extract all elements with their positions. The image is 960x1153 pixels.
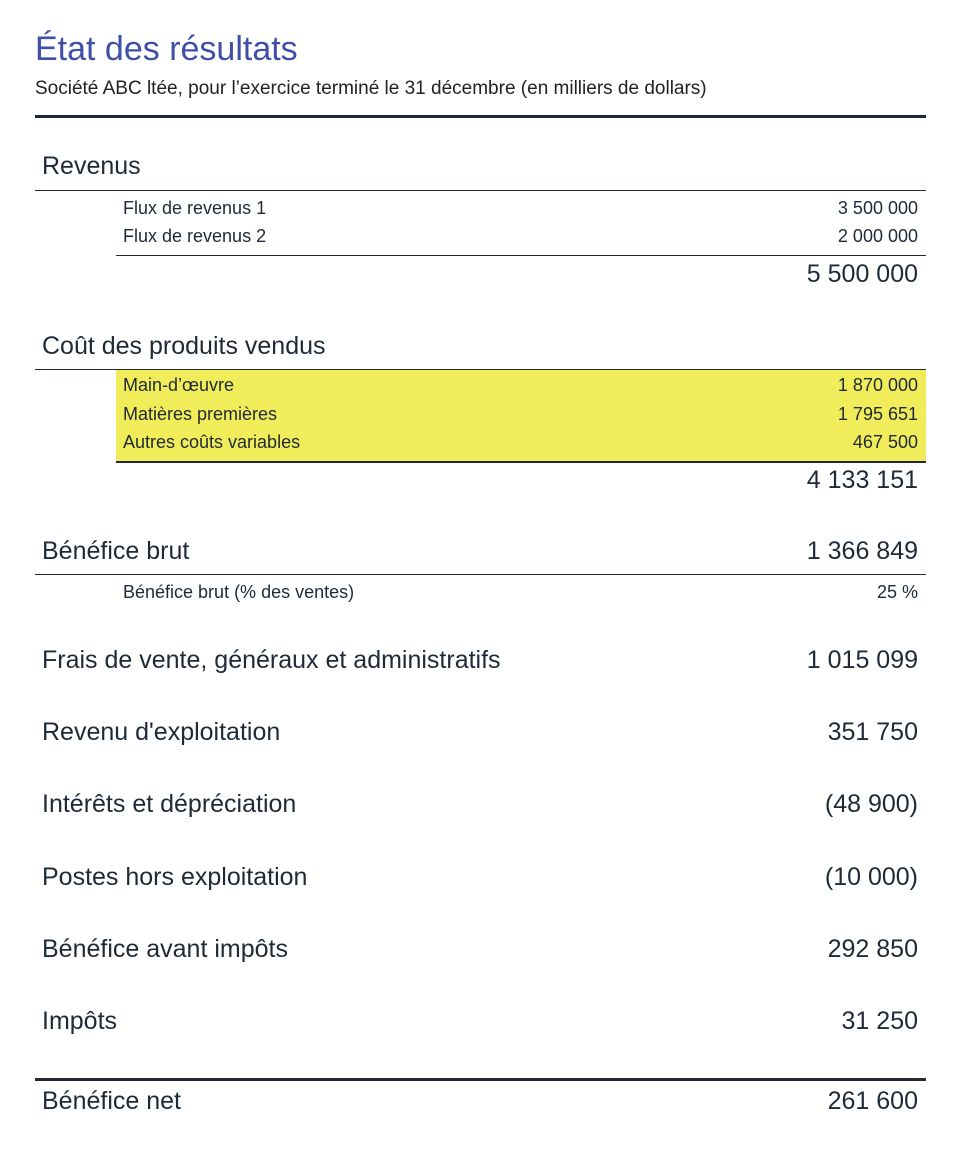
gross-profit-divider bbox=[35, 574, 926, 575]
section-cogs-label: Coût des produits vendus bbox=[42, 332, 326, 360]
cogs-item-value: 1 795 651 bbox=[837, 404, 918, 424]
cogs-total-value: 4 133 151 bbox=[806, 466, 918, 494]
revenue-item-value: 3 500 000 bbox=[837, 198, 918, 218]
gross-profit-pct-label: Bénéfice brut (% des ventes) bbox=[123, 582, 355, 602]
cogs-item-label: Autres coûts variables bbox=[123, 432, 301, 452]
page-subtitle: Société ABC ltée, pour l’exercice terminé le 31 décembre (en milliers de dollars) bbox=[35, 78, 707, 99]
statement-line-value: 31 250 bbox=[841, 1007, 918, 1035]
net-income-label: Bénéfice net bbox=[42, 1087, 181, 1115]
revenues-total bbox=[116, 260, 918, 289]
statement-line-value: (48 900) bbox=[824, 790, 918, 818]
statement-line bbox=[42, 646, 918, 675]
statement-line-label: Impôts bbox=[42, 1007, 118, 1035]
statement-line bbox=[42, 935, 918, 964]
statement-line bbox=[42, 1007, 918, 1036]
cogs-subtotal-rule bbox=[116, 461, 926, 463]
statement-line-value: 292 850 bbox=[827, 935, 918, 963]
page-title: État des résultats bbox=[35, 30, 298, 68]
statement-line-label: Frais de vente, généraux et administratifs bbox=[42, 646, 501, 674]
section-revenues-heading bbox=[42, 152, 918, 181]
net-income-value: 261 600 bbox=[827, 1087, 918, 1115]
gross-profit-row bbox=[42, 537, 918, 566]
revenues-subtotal-rule bbox=[116, 255, 926, 256]
cogs-item-value: 1 870 000 bbox=[837, 375, 918, 395]
cogs-item-label: Matières premières bbox=[123, 404, 278, 424]
gross-profit-pct-value: 25 % bbox=[876, 582, 918, 602]
revenue-item-label: Flux de revenus 2 bbox=[123, 226, 267, 246]
section-cogs-heading bbox=[42, 332, 918, 361]
statement-line-value: 351 750 bbox=[827, 718, 918, 746]
revenue-item-value: 2 000 000 bbox=[837, 226, 918, 246]
header-divider bbox=[35, 115, 926, 118]
statement-line bbox=[42, 863, 918, 892]
statement-line-value: 1 015 099 bbox=[806, 646, 918, 674]
statement-line-label: Postes hors exploitation bbox=[42, 863, 308, 891]
cogs-item bbox=[123, 432, 918, 453]
net-income-row bbox=[42, 1087, 918, 1116]
revenues-total-value: 5 500 000 bbox=[806, 260, 918, 288]
cogs-item-label: Main-d’œuvre bbox=[123, 375, 235, 395]
revenues-divider bbox=[35, 190, 926, 191]
statement-line bbox=[42, 718, 918, 747]
statement-line-value: (10 000) bbox=[824, 863, 918, 891]
net-income-divider bbox=[35, 1078, 926, 1081]
cogs-item bbox=[123, 404, 918, 425]
statement-line-label: Bénéfice avant impôts bbox=[42, 935, 288, 963]
cogs-item bbox=[123, 375, 918, 396]
statement-line-label: Intérêts et dépréciation bbox=[42, 790, 297, 818]
cogs-total bbox=[116, 466, 918, 495]
gross-profit-pct-row bbox=[123, 582, 918, 603]
gross-profit-value: 1 366 849 bbox=[806, 537, 918, 565]
gross-profit-label: Bénéfice brut bbox=[42, 537, 190, 565]
cogs-item-value: 467 500 bbox=[852, 432, 918, 452]
revenue-item bbox=[123, 226, 918, 247]
revenue-item-label: Flux de revenus 1 bbox=[123, 198, 267, 218]
revenue-item bbox=[123, 198, 918, 219]
section-revenues-label: Revenus bbox=[42, 152, 141, 180]
statement-line bbox=[42, 790, 918, 819]
statement-line-label: Revenu d'exploitation bbox=[42, 718, 281, 746]
